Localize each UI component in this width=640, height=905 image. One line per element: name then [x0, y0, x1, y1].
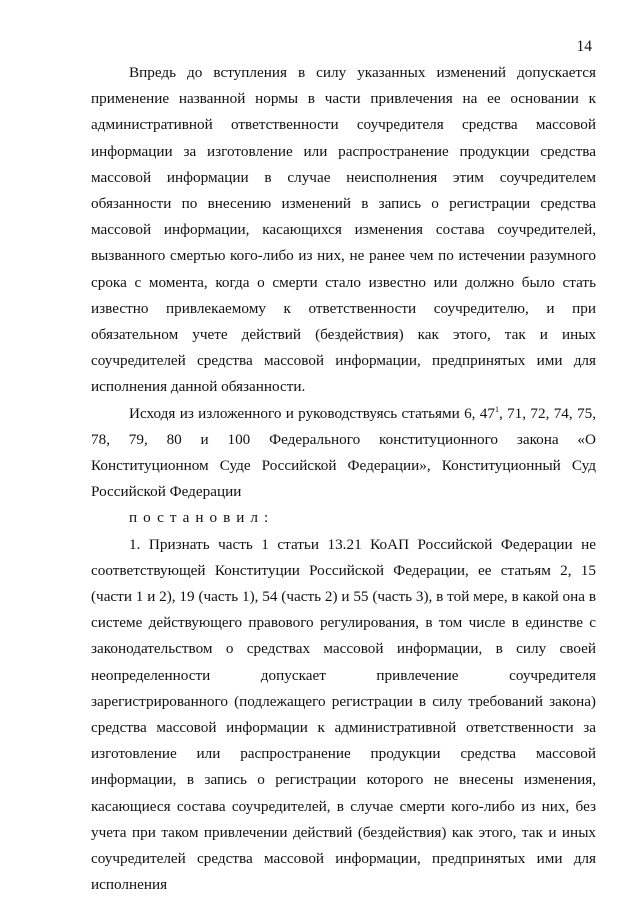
page-number: 14 — [576, 38, 592, 55]
article-superscript: 1 — [494, 404, 499, 414]
paragraph-interim-application: Впредь до вступления в силу указанных изменений допускается применение названной нормы в части привлечения на ее основании к административной ответственности соучредителя средства массовой информации за изготовление или распространение продукции средства массовой информации в случае неисполнения этим соучредителем обязанности по внесению изменений в запись о регистрации средства массовой информации, касающихся изменения состава соучредителей, вызванного смертью кого-либо из них, не ранее чем по истечении разумного срока с момента, когда о смерти стало известно или должно было стать известно привлекаемому к ответственности соучредителю, и при обязательном учете действий (бездействия) как этого, так и иных соучредителей средства массовой информации, предпринятых ими для исполнения данной обязанности. — [91, 64, 596, 396]
decree-heading: постановил: — [129, 509, 275, 527]
legal-basis-text-start: Исходя из изложенного и руководствуясь статьями 6, 47 — [129, 404, 495, 422]
legal-basis-text-end: , 71, 72, 74, 75, 78, 79, 80 и 100 Федерального конституционного закона «О Конституционном Суде Российской Федерации», Конституционный Суд Российской Федерации — [91, 404, 596, 501]
paragraph-ruling-1: 1. Признать часть 1 статьи 13.21 КоАП Российской Федерации не соответствующей Конституции Российской Федерации, ее статьям 2, 15 (части 1 и 2), 19 (часть 1), 54 (часть 2) и 55 (часть 3), в той мере, в какой она в системе действующего правового регулирования, в том числе в единстве с законодательством о средствах массовой информации, в силу своей неопределенности допускает привлечение соучредителя зарегистрированного (подлежащего регистрации в силу требований закона) средства массовой информации к административной ответственности за изготовление или распространение продукции средства массовой информации, в запись о регистрации которого не внесены изменения, касающиеся состава соучредителей, в случае смерти кого-либо из них, без учета при таком привлечении действий (бездействия) как этого, так и иных соучредителей средства массовой информации, предпринятых ими для исполнения — [91, 535, 596, 894]
document-body — [91, 60, 596, 899]
paragraph-legal-basis — [91, 401, 596, 506]
